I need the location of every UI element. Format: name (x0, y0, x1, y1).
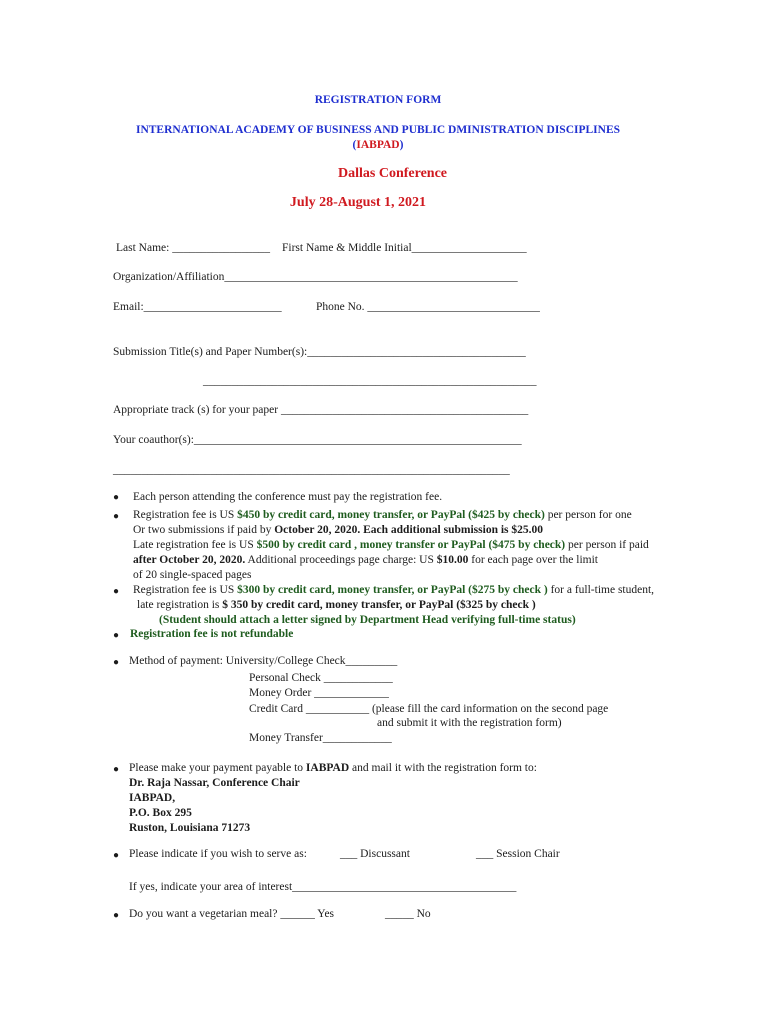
bullet-icon: ● (113, 586, 120, 597)
payable-instruction (129, 762, 537, 774)
fee-amount: $ 350 by credit card, money transfer, or PayPal ($325 by check ) (222, 599, 536, 611)
fee-amount: $300 by credit card, money transfer, or PayPal ($275 by check ) (237, 584, 548, 596)
last-name-field[interactable]: Last Name: _________________ (116, 242, 270, 254)
organization-field[interactable]: Organization/Affiliation___________________________________________________ (113, 271, 518, 283)
serve-session-chair-option[interactable]: ___ Session Chair (476, 848, 560, 860)
fee-text: Late registration fee is US (133, 539, 257, 551)
payment-money-transfer[interactable]: Money Transfer____________ (249, 732, 392, 744)
vegetarian-no-option[interactable]: _____ No (385, 908, 431, 920)
area-of-interest-field[interactable]: If yes, indicate your area of interest_______________________________________ (129, 881, 517, 893)
fee-text: for each page over the limit (468, 554, 598, 566)
bullet-icon: ● (113, 492, 120, 503)
coauthors-field-continued[interactable]: _____________________________________________________________________ (113, 464, 510, 476)
coauthors-field[interactable]: Your coauthor(s):_________________________________________________________ (113, 434, 522, 446)
academy-name: INTERNATIONAL ACADEMY OF BUSINESS AND PUBLIC DMINISTRATION DISCIPLINES (135, 124, 621, 136)
fee-student-line1 (133, 584, 654, 596)
fee-not-refundable: Registration fee is not refundable (130, 628, 294, 640)
fee-text: Additional proceedings page charge: US (245, 554, 437, 566)
fee-text: Registration fee is US (133, 509, 238, 521)
first-name-field[interactable]: First Name & Middle Initial____________________ (282, 242, 527, 254)
fee-amount: $500 by credit card , money transfer or PayPal ($475 by check) (256, 539, 566, 551)
fee-text: per person for one (544, 509, 632, 521)
payment-personal-check[interactable]: Personal Check ____________ (249, 672, 393, 684)
acronym-open: ( (352, 139, 357, 151)
payable-to: IABPAD (305, 762, 350, 774)
bullet-icon: ● (113, 850, 120, 861)
fee-text: Or two submissions if paid by (133, 524, 275, 536)
fee-amount: $10.00 (436, 554, 469, 566)
fee-deadline: after October 20, 2020. (133, 554, 246, 566)
submission-title-field[interactable]: Submission Title(s) and Paper Number(s):______________________________________ (113, 346, 526, 358)
fee-text: for a full-time student, (547, 584, 655, 596)
mailing-address-line1: Dr. Raja Nassar, Conference Chair (129, 777, 300, 789)
phone-field[interactable]: Phone No. ______________________________ (316, 301, 540, 313)
payable-text: Please make your payment payable to (129, 762, 306, 774)
fee-student-line2 (137, 599, 536, 611)
payment-credit-card[interactable]: Credit Card ___________ (please fill the card information on the second page (249, 703, 609, 715)
form-title: REGISTRATION FORM (314, 94, 442, 106)
bullet-icon: ● (113, 630, 120, 641)
fee-note-attendance: Each person attending the conference must pay the registration fee. (133, 491, 443, 503)
fee-deadline: October 20, 2020. Each additional submission is $25.00 (274, 524, 544, 536)
fee-regular-line2 (133, 524, 543, 536)
fee-text: per person if paid (565, 539, 649, 551)
fee-text: Registration fee is US (133, 584, 238, 596)
academy-acronym: IABPAD (356, 139, 400, 151)
conference-dates: July 28-August 1, 2021 (289, 195, 427, 210)
conference-name: Dallas Conference (338, 166, 447, 181)
payable-text: and mail it with the registration form to: (349, 762, 537, 774)
track-field[interactable]: Appropriate track (s) for your paper ___________________________________________ (113, 404, 529, 416)
fee-late-line2 (133, 554, 598, 566)
serve-discussant-option[interactable]: ___ Discussant (340, 848, 410, 860)
serve-question: Please indicate if you wish to serve as: (129, 848, 307, 860)
vegetarian-yes-option[interactable]: Do you want a vegetarian meal? ______ Yes (129, 908, 335, 920)
mailing-address-line3: P.O. Box 295 (129, 807, 192, 819)
fee-student-note: (Student should attach a letter signed by Department Head verifying full-time status) (159, 614, 576, 626)
bullet-icon: ● (113, 511, 120, 522)
fee-regular-line1 (133, 509, 632, 521)
bullet-icon: ● (113, 764, 120, 775)
academy-acronym-line (0, 139, 756, 151)
mailing-address-line4: Ruston, Louisiana 71273 (129, 822, 251, 834)
bullet-icon: ● (113, 910, 120, 921)
fee-late-line1 (133, 539, 649, 551)
fee-text: late registration is (137, 599, 223, 611)
acronym-close: ) (399, 139, 404, 151)
bullet-icon: ● (113, 657, 120, 668)
email-field[interactable]: Email:________________________ (113, 301, 282, 313)
payment-method-university-check[interactable]: Method of payment: University/College Check_________ (129, 655, 398, 667)
fee-amount: $450 by credit card, money transfer, or PayPal ($425 by check) (237, 509, 545, 521)
fee-late-line3: of 20 single-spaced pages (133, 569, 252, 581)
mailing-address-line2: IABPAD, (129, 792, 176, 804)
submission-title-field-continued[interactable]: __________________________________________________________ (203, 375, 537, 387)
payment-money-order[interactable]: Money Order _____________ (249, 687, 389, 699)
payment-credit-card-note: and submit it with the registration form) (377, 717, 562, 729)
